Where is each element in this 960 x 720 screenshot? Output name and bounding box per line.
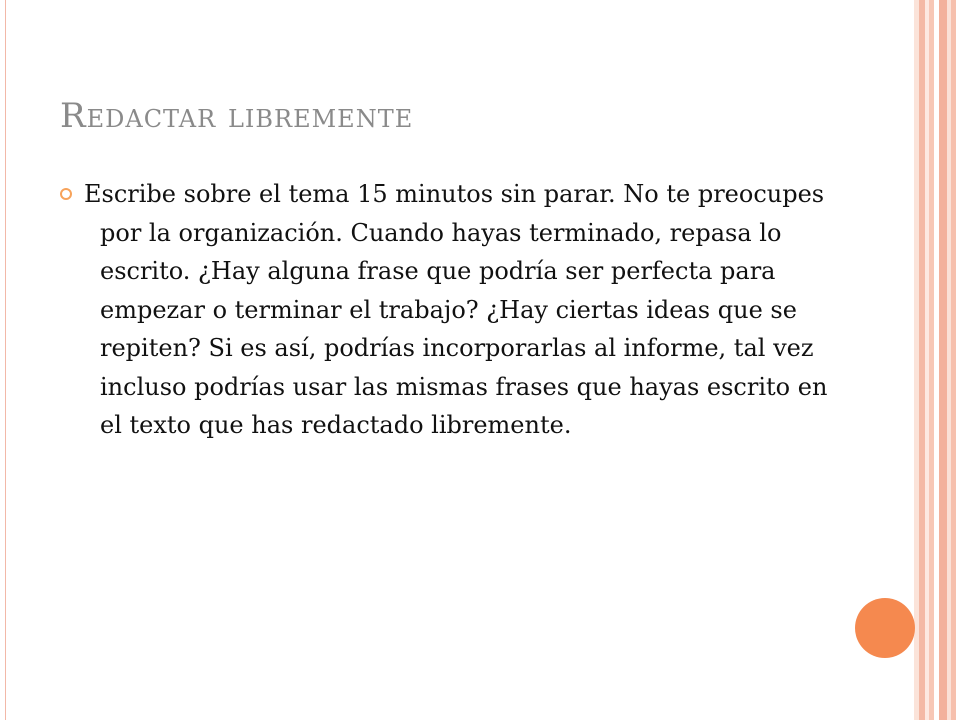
- stripe: [956, 0, 960, 720]
- circle-bullet-icon: [60, 188, 72, 200]
- left-border-line: [5, 0, 6, 720]
- bullet-item: [60, 175, 840, 445]
- slide-title: Redactar libremente: [60, 96, 414, 136]
- bullet-text: Escribe sobre el tema 15 minutos sin parar. No te preocupes por la organización. Cuando hayas terminado, repasa lo escrito. ¿Hay alguna frase que podría ser perfecta para empezar o terminar el trabajo? ¿Hay ciertas ideas que se repiten? Si es así, podrías incorporarlas al informe, tal vez incluso podrías usar las mismas frases que hayas escrito en el texto que has redactado libremente.: [84, 180, 828, 439]
- stripe: [939, 0, 947, 720]
- accent-circle: [855, 598, 915, 658]
- decorative-stripes: [914, 0, 960, 720]
